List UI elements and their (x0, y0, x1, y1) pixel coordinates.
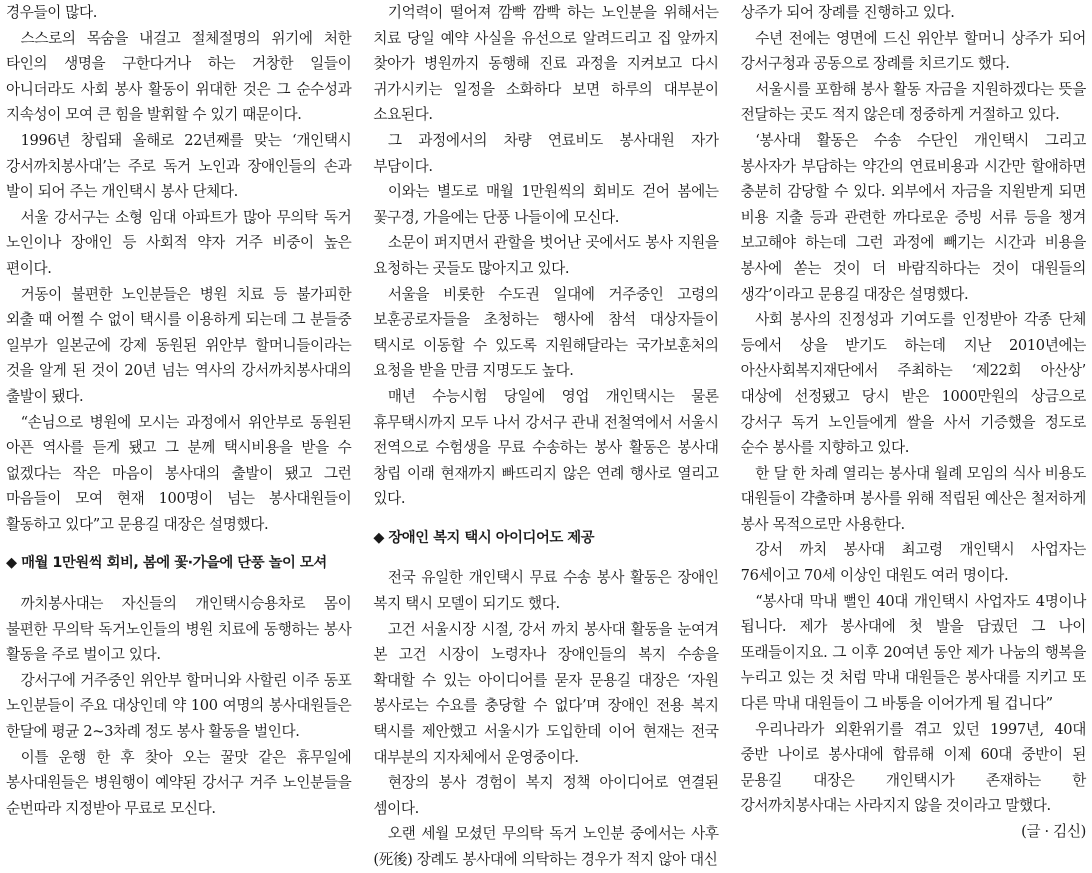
paragraph (6, 282, 351, 410)
paragraph-text: 경우들이 많다. (6, 4, 98, 21)
paragraph-text: 강서 까치 봉사대 최고령 개인택시 사업자는 76세이고 70세 이상인 대원도 여러 명이다. (740, 541, 1086, 585)
paragraph-text: 한 달 한 차례 열리는 봉사대 월례 모임의 식사 비용도 대원들이 갹출하며 봉사를 위해 적립된 예산은 철저하게 봉사 목적으로만 사용한다. (740, 464, 1086, 533)
paragraph-text: 수년 전에는 영면에 드신 위안부 할머니 상주가 되어 강서구청과 공동으로 장례를 치르기도 했다. (740, 29, 1086, 73)
paragraph (373, 128, 718, 179)
paragraph (373, 282, 718, 384)
paragraph-text: 이틀 운행 한 후 찾아 오는 꿀맛 같은 휴무일에 봉사대원들은 병원행이 예약된 강서구 거주 노인분들을 순번따라 지정받아 무료로 모신다. (6, 748, 352, 817)
paragraph-text: ◆ 장애인 복지 택시 아이디어도 제공 (373, 529, 595, 546)
paragraph-text: 1996년 창립돼 올해로 22년째를 맞는 ‘개인택시 강서까치봉사대’는 주로 독거 노인과 장애인들의 손과 발이 되어 주는 개인택시 봉사 단체다. (6, 131, 352, 201)
paragraph (373, 565, 718, 616)
paragraph (373, 770, 718, 821)
paragraph-text: 사회 봉사의 진정성과 기여도를 인정받아 각종 단체 등에서 상을 받기도 하는데 지난 2010년에는 아산사회복지재단에서 주최하는 ‘제22회 아산상’ 대상에 선정됐고 당시 받은 1000만원의 상금으로 강서구 독거 노인들에게 쌀을 사서 기증했을 정도로 순수 봉사를 지향하고 있다. (740, 311, 1086, 457)
paragraph (6, 128, 351, 205)
paragraph-text: 까치봉사대는 자신들의 개인택시승용차로 몸이 불편한 무의탁 독거노인들의 병원 치료에 동행하는 봉사 활동을 주로 벌이고 있다. (6, 595, 352, 664)
section-heading (373, 526, 718, 552)
paragraph (741, 77, 1086, 128)
paragraph (6, 410, 351, 538)
paragraph (741, 537, 1086, 588)
author-byline: (글 · 김신) (1021, 823, 1086, 840)
paragraph-text: ‘봉사대 활동은 수송 수단인 개인택시 그리고 봉사자가 부담하는 약간의 연료비용과 시간만 할애하면 충분히 감당할 수 있다. 외부에서 자금을 지원받게 되면 비용 지출 등과 관련한 까다로운 증빙 서류 등을 챙겨 보고해야 하는데 그런 과정에 빼기는 시간과 비용을 봉사에 쏟는 것이 더 바람직하다는 것이 대원들의 생각’이라고 문용길 대장은 설명했다. (740, 131, 1086, 303)
paragraph-text: 현장의 봉사 경험이 복지 정책 아이디어로 연결된 셈이다. (373, 774, 719, 817)
paragraph (373, 617, 718, 771)
paragraph (741, 307, 1086, 461)
paragraph-text: 서울 강서구는 소형 임대 아파트가 많아 무의탁 독거 노인이나 장애인 등 사회적 약자 거주 비중이 높은 편이다. (6, 208, 352, 277)
paragraph (373, 230, 718, 281)
section-heading (6, 551, 351, 577)
paragraph-text: 오랜 세월 모셨던 무의탁 독거 노인분 중에서는 사후(死後) 장례도 봉사대에 의탁하는 경우가 적지 않아 대신 (373, 825, 719, 868)
paragraph (6, 591, 351, 668)
paragraph-text: 스스로의 목숨을 내걸고 절체절명의 위기에 처한 타인의 생명을 구한다거나 하는 거창한 일들이 아니더라도 사회 봉사 활동이 위대한 것은 그 순수성과 지속성이 모여 큰 힘을 발휘할 수 있기 때문이다. (6, 29, 352, 124)
paragraph-text: 소문이 퍼지면서 관할을 벗어난 곳에서도 봉사 지원을 요청하는 곳들도 많아지고 있다. (373, 234, 719, 277)
paragraph (6, 0, 351, 26)
paragraph (741, 26, 1086, 77)
paragraph (373, 821, 718, 872)
paragraph-text: 상주가 되어 장례를 진행하고 있다. (740, 4, 955, 21)
paragraph-text: 매년 수능시험 당일에 영업 개인택시는 물론 휴무택시까지 모두 나서 강서구 관내 전철역에서 서울시 전역으로 수험생을 무료 수송하는 봉사 활동은 봉사대 창립 이래 현재까지 빠뜨리지 않은 연례 행사로 열리고 있다. (373, 387, 719, 508)
paragraph-text: 강서구에 거주중인 위안부 할머니와 사할린 이주 동포 노인분들이 주요 대상인데 약 100 여명의 봉사대원들은 한달에 평균 2~3차례 정도 봉사 활동을 벌인다. (6, 671, 352, 741)
paragraph (741, 128, 1086, 307)
paragraph (6, 26, 351, 128)
paragraph (741, 589, 1086, 717)
paragraph-text: 전국 유일한 개인택시 무료 수송 봉사 활동은 장애인 복지 택시 모델이 되기도 했다. (373, 569, 719, 613)
paragraph-text: “봉사대 막내 뻘인 40대 개인택시 사업자도 4명이나 됩니다. 제가 봉사대에 첫 발을 담궜던 그 나이 또래들이지요. 그 이후 20여년 동안 제가 나눔의 행복을 누리고 있는 것 처럼 막내 대원들은 봉사대를 지키고 또 다른 막내 대원들이 그 바통을 이어가게 될 겁니다” (740, 592, 1086, 713)
paragraph-text: 고건 서울시장 시절, 강서 까치 봉사대 활동을 눈여겨 본 고건 시장이 노령자나 장애인들의 복지 수송을 확대할 수 있는 아이디어를 묻자 문용길 대장은 ‘자원 봉사로는 수요를 충당할 수 없다’며 장애인 전용 복지 택시를 제안했고 서울시가 도입한데 이어 현재는 전국 대부분의 지자체에서 운영중이다. (373, 620, 719, 766)
paragraph (741, 0, 1086, 26)
article-column-1 (6, 0, 352, 817)
paragraph-text: 우리나라가 외환위기를 겪고 있던 1997년, 40대 중반 나이로 봉사대에 합류해 이제 60대 중반이 된 문용길 대장은 개인택시가 존재하는 한 강서까치봉사대는 사라지지 않을 것이라고 말했다. (740, 720, 1086, 815)
paragraph (373, 384, 718, 512)
paragraph-text: 서울시를 포함해 봉사 활동 자금을 지원하겠다는 뜻을 전달하는 곳도 적지 않은데 정중하게 거절하고 있다. (740, 80, 1086, 124)
article-column-3 (740, 0, 1086, 840)
paragraph-text: 서울을 비롯한 수도권 일대에 거주중인 고령의 보훈공로자들을 초청하는 행사에 참석 대상자들이 택시로 이동할 수 있도록 지원해달라는 국가보훈처의 요청을 받을 만큼 지명도도 높다. (373, 285, 719, 380)
paragraph-text: 거동이 불편한 노인분들은 병원 치료 등 불가피한 외출 때 어쩔 수 없이 택시를 이용하게 되는데 그 분들중 일부가 일본군에 강제 동원된 위안부 할머니들이라는 것을 알게 된 것이 20년 넘는 역사의 강서까치봉사대의 출발이 됐다. (6, 285, 352, 405)
paragraph (741, 461, 1086, 538)
paragraph (373, 0, 718, 128)
paragraph (6, 205, 351, 282)
paragraph-text: 그 과정에서의 차량 연료비도 봉사대원 자가 부담이다. (373, 131, 719, 175)
paragraph (740, 717, 1086, 840)
paragraph (6, 745, 351, 822)
paragraph-text: ◆ 매월 1만원씩 회비, 봄에 꽃·가을에 단풍 놀이 모셔 (6, 555, 327, 572)
paragraph (6, 668, 351, 745)
article-column-2 (373, 0, 719, 868)
paragraph-text: “손님으로 병원에 모시는 과정에서 위안부로 동원된 아픈 역사를 듣게 됐고 그 분께 택시비용을 받을 수 없겠다는 작은 마음이 봉사대의 출발이 됐고 그런 마음들이 모여 현재 100명이 넘는 봉사대원들이 활동하고 있다”고 문용길 대장은 설명했다. (6, 413, 352, 533)
paragraph-text: 이와는 별도로 매월 1만원씩의 회비도 걷어 봄에는 꽃구경, 가을에는 단풍 나들이에 모신다. (373, 183, 719, 226)
paragraph (373, 179, 718, 230)
paragraph-text: 기억력이 떨어져 깜빡 깜빡 하는 노인분을 위해서는 치료 당일 예약 사실을 유선으로 알려드리고 집 앞까지 찾아가 병원까지 동행해 진료 과정을 지켜보고 다시 귀가시키는 일정을 소화하다 보면 하루의 대부분이 소요된다. (373, 4, 719, 124)
